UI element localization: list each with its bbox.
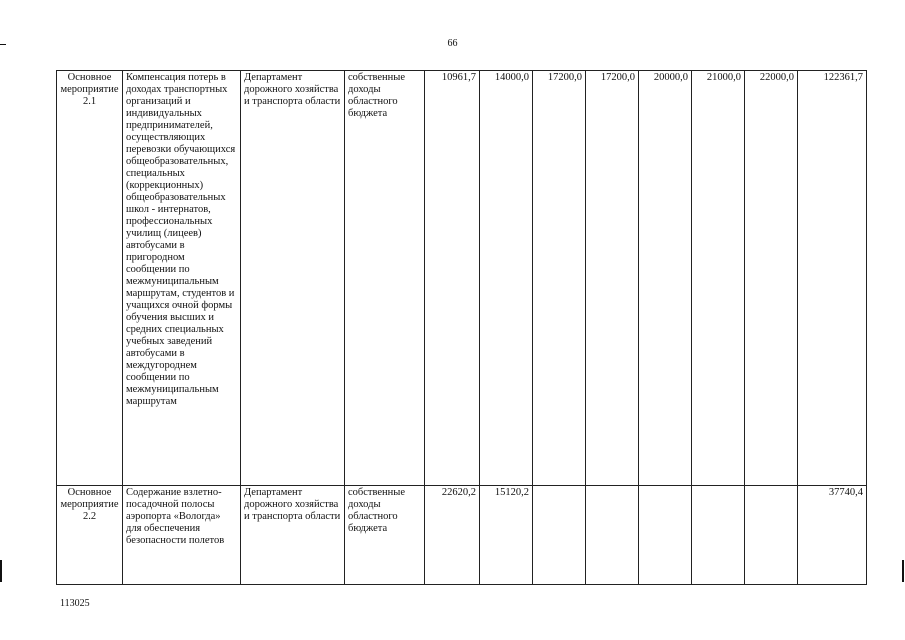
amount-cell <box>639 486 692 585</box>
amount-cell: 22000,0 <box>745 71 798 486</box>
measure-number: Основное мероприятие 2.2 <box>57 486 123 585</box>
amount-cell: 10961,7 <box>425 71 480 486</box>
right-scan-mark <box>902 560 904 582</box>
amount-cell: 17200,0 <box>586 71 639 486</box>
budget-table <box>56 70 867 585</box>
measure-executor: Департамент дорожного хозяйства и транспорта области <box>241 71 345 486</box>
amount-cell <box>586 486 639 585</box>
left-edge-mark <box>0 44 6 45</box>
measure-executor: Департамент дорожного хозяйства и транспорта области <box>241 486 345 585</box>
total-amount-cell: 37740,4 <box>798 486 867 585</box>
table-row <box>57 71 867 486</box>
amount-cell: 21000,0 <box>692 71 745 486</box>
measure-name: Содержание взлетно-посадочной полосы аэропорта «Вологда» для обеспечения безопасности полетов <box>123 486 241 585</box>
measure-number: Основное мероприятие 2.1 <box>57 71 123 486</box>
table-row <box>57 486 867 585</box>
footer-code: 113025 <box>60 598 90 609</box>
amount-cell: 20000,0 <box>639 71 692 486</box>
left-scan-mark <box>0 560 2 582</box>
measure-name: Компенсация потерь в доходах транспортных организаций и индивидуальных предпринимателей, осуществляющих перевозки обучающихся общеобразовательных, специальных (коррекционных) общеобразовательных школ - интернатов, профессиональных училищ (лицеев) автобусами в пригородном сообщении по межмуниципальным маршрутам, студентов и учащихся очной формы обучения высших и средних специальных учебных заведений автобусами в междугороднем сообщении по межмуниципальным маршрутам <box>123 71 241 486</box>
funding-source: собственные доходы областного бюджета <box>345 71 425 486</box>
funding-source: собственные доходы областного бюджета <box>345 486 425 585</box>
amount-cell: 17200,0 <box>533 71 586 486</box>
total-amount-cell: 122361,7 <box>798 71 867 486</box>
amount-cell: 15120,2 <box>480 486 533 585</box>
amount-cell <box>692 486 745 585</box>
page-number: 66 <box>447 38 458 49</box>
amount-cell <box>533 486 586 585</box>
amount-cell: 22620,2 <box>425 486 480 585</box>
amount-cell <box>745 486 798 585</box>
amount-cell: 14000,0 <box>480 71 533 486</box>
